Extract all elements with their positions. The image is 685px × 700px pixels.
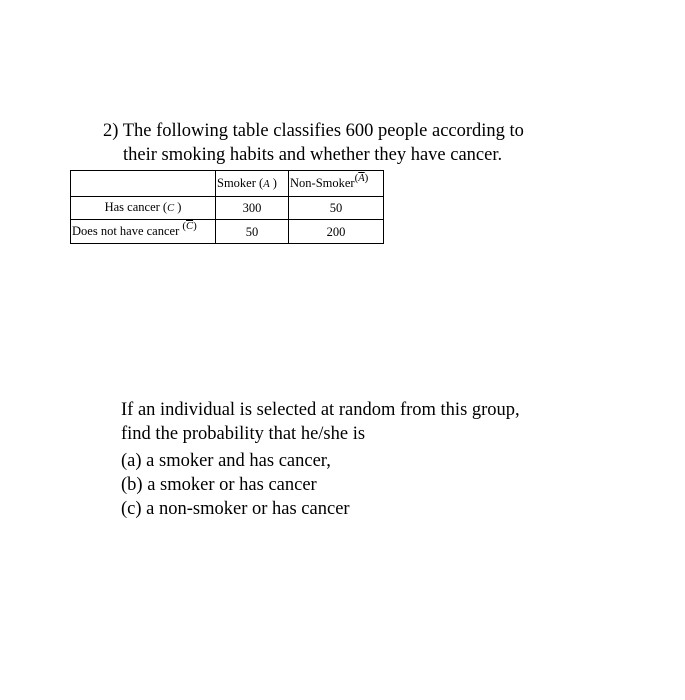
table-row [71, 220, 384, 244]
question-block [121, 398, 581, 521]
row-symbol: C [167, 203, 175, 214]
table-corner-cell [71, 171, 216, 197]
question-item-b: (b) a smoker or has cancer [121, 475, 317, 495]
header-smoker-symbol: A [263, 178, 270, 190]
table-header-row [71, 171, 384, 197]
row-label-no-cancer: Does not have cancer $(\overline{C})$ [71, 220, 216, 244]
question-item-a: (a) a smoker and has cancer, [121, 451, 331, 471]
table-row [71, 197, 384, 220]
problem-statement [103, 119, 583, 167]
contingency-table [70, 170, 384, 244]
header-nonsmoker-label: Non-Smoker [290, 175, 355, 190]
header-smoker-label: Smoker [217, 175, 256, 190]
header-nonsmoker-symbol: $\overline{A}$ [358, 172, 365, 184]
cell-value: 50 [289, 197, 384, 220]
header-smoker: Smoker (A ) [216, 171, 289, 197]
problem-line-2: their smoking habits and whether they have cancer. [123, 145, 503, 165]
cell-value: 200 [289, 220, 384, 244]
cell-value: 300 [216, 197, 289, 220]
header-nonsmoker: Non-$Smoker(\overline{A})$ [289, 171, 384, 197]
question-intro-line-2: find the probability that he/she is [121, 424, 366, 444]
row-symbol: $\overline{C}$ [186, 220, 194, 232]
row-label-has-cancer: Has cancer (C ) [71, 197, 216, 220]
row-label-text: Does not have cancer [72, 223, 180, 238]
question-intro-line-1: If an individual is selected at random from this group, [121, 400, 520, 420]
row-label-text: Has cancer [104, 200, 160, 214]
question-item-c: (c) a non-smoker or has cancer [121, 499, 350, 519]
cell-value: 50 [216, 220, 289, 244]
problem-line-1: 2) The following table classifies 600 people according to [103, 121, 524, 141]
